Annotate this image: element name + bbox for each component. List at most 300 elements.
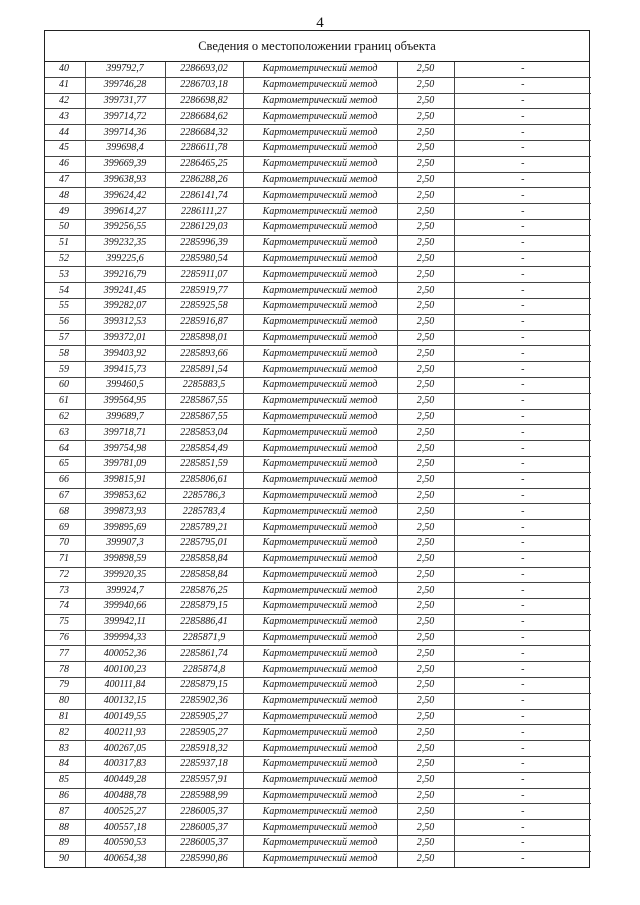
cell-method: Картометрический метод: [243, 599, 397, 615]
cell-point-number: 64: [45, 441, 85, 457]
cell-method: Картометрический метод: [243, 267, 397, 283]
cell-note: -: [454, 757, 591, 773]
table-row: [45, 583, 591, 599]
cell-coord-y: 2285871,9: [165, 630, 243, 646]
cell-coord-x: 399714,72: [85, 109, 165, 125]
cell-point-number: 69: [45, 520, 85, 536]
table-row: [45, 693, 591, 709]
cell-precision: 2,50: [397, 472, 454, 488]
cell-note: -: [454, 583, 591, 599]
table-row: [45, 456, 591, 472]
cell-precision: 2,50: [397, 441, 454, 457]
cell-precision: 2,50: [397, 314, 454, 330]
cell-precision: 2,50: [397, 140, 454, 156]
cell-coord-y: 2285916,87: [165, 314, 243, 330]
cell-point-number: 63: [45, 425, 85, 441]
cell-precision: 2,50: [397, 409, 454, 425]
cell-method: Картометрический метод: [243, 804, 397, 820]
cell-method: Картометрический метод: [243, 409, 397, 425]
table-row: [45, 219, 591, 235]
cell-coord-x: 399815,91: [85, 472, 165, 488]
cell-precision: 2,50: [397, 93, 454, 109]
cell-precision: 2,50: [397, 267, 454, 283]
table-row: [45, 425, 591, 441]
cell-precision: 2,50: [397, 614, 454, 630]
table-row: [45, 820, 591, 836]
cell-method: Картометрический метод: [243, 140, 397, 156]
cell-coord-x: 399216,79: [85, 267, 165, 283]
cell-point-number: 88: [45, 820, 85, 836]
page-number: 4: [316, 15, 324, 31]
cell-point-number: 48: [45, 188, 85, 204]
cell-coord-y: 2285786,3: [165, 488, 243, 504]
table-row: [45, 409, 591, 425]
cell-coord-x: 399898,59: [85, 551, 165, 567]
cell-point-number: 51: [45, 235, 85, 251]
table-caption: Сведения о местоположении границ объекта: [45, 31, 589, 62]
cell-method: Картометрический метод: [243, 204, 397, 220]
cell-coord-y: 2285905,27: [165, 725, 243, 741]
table-row: [45, 709, 591, 725]
cell-coord-y: 2285783,4: [165, 504, 243, 520]
cell-coord-y: 2285919,77: [165, 283, 243, 299]
cell-method: Картометрический метод: [243, 346, 397, 362]
cell-method: Картометрический метод: [243, 820, 397, 836]
cell-note: -: [454, 788, 591, 804]
cell-precision: 2,50: [397, 630, 454, 646]
table-row: [45, 662, 591, 678]
cell-method: Картометрический метод: [243, 788, 397, 804]
cell-note: -: [454, 235, 591, 251]
table-row: [45, 251, 591, 267]
cell-point-number: 85: [45, 772, 85, 788]
cell-coord-x: 399940,66: [85, 599, 165, 615]
cell-method: Картометрический метод: [243, 330, 397, 346]
cell-note: -: [454, 77, 591, 93]
cell-point-number: 90: [45, 851, 85, 866]
cell-coord-y: 2286129,03: [165, 219, 243, 235]
cell-note: -: [454, 409, 591, 425]
cell-coord-x: 399669,39: [85, 156, 165, 172]
cell-note: -: [454, 535, 591, 551]
cell-point-number: 65: [45, 456, 85, 472]
cell-coord-y: 2285918,32: [165, 741, 243, 757]
cell-precision: 2,50: [397, 757, 454, 773]
cell-coord-x: 400317,83: [85, 757, 165, 773]
cell-point-number: 68: [45, 504, 85, 520]
cell-coord-x: 399372,01: [85, 330, 165, 346]
table-row: [45, 472, 591, 488]
cell-coord-x: 400149,55: [85, 709, 165, 725]
cell-method: Картометрический метод: [243, 251, 397, 267]
table-row: [45, 204, 591, 220]
cell-note: -: [454, 472, 591, 488]
table-row: [45, 772, 591, 788]
cell-coord-x: 399714,36: [85, 125, 165, 141]
cell-coord-x: 400100,23: [85, 662, 165, 678]
table-row: [45, 235, 591, 251]
cell-point-number: 82: [45, 725, 85, 741]
table-row: [45, 125, 591, 141]
cell-point-number: 53: [45, 267, 85, 283]
table-row: [45, 504, 591, 520]
cell-coord-x: 399754,98: [85, 441, 165, 457]
coordinates-table-body: [45, 62, 591, 867]
cell-precision: 2,50: [397, 788, 454, 804]
cell-coord-x: 399256,55: [85, 219, 165, 235]
cell-method: Картометрический метод: [243, 678, 397, 694]
cell-point-number: 71: [45, 551, 85, 567]
cell-method: Картометрический метод: [243, 551, 397, 567]
cell-coord-y: 2286005,37: [165, 836, 243, 852]
cell-note: -: [454, 283, 591, 299]
cell-precision: 2,50: [397, 393, 454, 409]
cell-coord-y: 2285874,8: [165, 662, 243, 678]
cell-note: -: [454, 836, 591, 852]
cell-precision: 2,50: [397, 772, 454, 788]
cell-precision: 2,50: [397, 662, 454, 678]
cell-precision: 2,50: [397, 235, 454, 251]
cell-point-number: 47: [45, 172, 85, 188]
cell-method: Картометрический метод: [243, 362, 397, 378]
cell-coord-y: 2285867,55: [165, 393, 243, 409]
cell-coord-y: 2285806,61: [165, 472, 243, 488]
cell-coord-y: 2285858,84: [165, 567, 243, 583]
cell-point-number: 70: [45, 535, 85, 551]
cell-note: -: [454, 298, 591, 314]
cell-coord-y: 2285853,04: [165, 425, 243, 441]
cell-coord-x: 399241,45: [85, 283, 165, 299]
table-row: [45, 188, 591, 204]
cell-coord-y: 2285854,49: [165, 441, 243, 457]
cell-precision: 2,50: [397, 535, 454, 551]
cell-note: -: [454, 614, 591, 630]
cell-note: -: [454, 709, 591, 725]
cell-point-number: 45: [45, 140, 85, 156]
cell-coord-y: 2285937,18: [165, 757, 243, 773]
table-row: [45, 377, 591, 393]
cell-point-number: 80: [45, 693, 85, 709]
cell-precision: 2,50: [397, 567, 454, 583]
cell-precision: 2,50: [397, 62, 454, 77]
cell-precision: 2,50: [397, 156, 454, 172]
cell-coord-y: 2286111,27: [165, 204, 243, 220]
cell-point-number: 54: [45, 283, 85, 299]
cell-coord-y: 2285851,59: [165, 456, 243, 472]
cell-method: Картометрический метод: [243, 836, 397, 852]
cell-precision: 2,50: [397, 330, 454, 346]
cell-coord-y: 2286698,82: [165, 93, 243, 109]
table-row: [45, 757, 591, 773]
cell-precision: 2,50: [397, 283, 454, 299]
cell-note: -: [454, 772, 591, 788]
table-row: [45, 362, 591, 378]
cell-note: -: [454, 425, 591, 441]
table-row: [45, 314, 591, 330]
cell-coord-y: 2285996,39: [165, 235, 243, 251]
cell-note: -: [454, 804, 591, 820]
cell-coord-x: 400557,18: [85, 820, 165, 836]
cell-precision: 2,50: [397, 551, 454, 567]
cell-note: -: [454, 62, 591, 77]
cell-point-number: 66: [45, 472, 85, 488]
table-row: [45, 77, 591, 93]
cell-precision: 2,50: [397, 804, 454, 820]
cell-coord-y: 2285867,55: [165, 409, 243, 425]
cell-precision: 2,50: [397, 725, 454, 741]
cell-note: -: [454, 662, 591, 678]
cell-precision: 2,50: [397, 298, 454, 314]
cell-point-number: 43: [45, 109, 85, 125]
cell-coord-x: 399415,73: [85, 362, 165, 378]
cell-point-number: 44: [45, 125, 85, 141]
cell-coord-x: 399225,6: [85, 251, 165, 267]
cell-coord-y: 2285905,27: [165, 709, 243, 725]
cell-note: -: [454, 188, 591, 204]
table-row: [45, 646, 591, 662]
cell-coord-x: 399873,93: [85, 504, 165, 520]
table-row: [45, 346, 591, 362]
cell-point-number: 60: [45, 377, 85, 393]
cell-precision: 2,50: [397, 583, 454, 599]
cell-coord-x: 399942,11: [85, 614, 165, 630]
cell-coord-y: 2286611,78: [165, 140, 243, 156]
coordinates-table: [45, 62, 591, 867]
cell-coord-x: 400488,78: [85, 788, 165, 804]
cell-point-number: 86: [45, 788, 85, 804]
cell-coord-x: 400525,27: [85, 804, 165, 820]
cell-coord-x: 399624,42: [85, 188, 165, 204]
cell-precision: 2,50: [397, 504, 454, 520]
cell-point-number: 40: [45, 62, 85, 77]
cell-note: -: [454, 488, 591, 504]
table-row: [45, 551, 591, 567]
cell-method: Картометрический метод: [243, 567, 397, 583]
cell-coord-y: 2285876,25: [165, 583, 243, 599]
cell-note: -: [454, 314, 591, 330]
cell-coord-y: 2285911,07: [165, 267, 243, 283]
cell-note: -: [454, 140, 591, 156]
cell-coord-y: 2285893,66: [165, 346, 243, 362]
cell-coord-y: 2285957,91: [165, 772, 243, 788]
cell-note: -: [454, 93, 591, 109]
cell-note: -: [454, 504, 591, 520]
cell-point-number: 49: [45, 204, 85, 220]
cell-coord-x: 399403,92: [85, 346, 165, 362]
cell-point-number: 75: [45, 614, 85, 630]
cell-method: Картометрический метод: [243, 851, 397, 866]
cell-note: -: [454, 393, 591, 409]
cell-point-number: 84: [45, 757, 85, 773]
cell-method: Картометрический метод: [243, 93, 397, 109]
cell-note: -: [454, 267, 591, 283]
cell-coord-x: 399689,7: [85, 409, 165, 425]
cell-method: Картометрический метод: [243, 172, 397, 188]
cell-note: -: [454, 204, 591, 220]
table-row: [45, 441, 591, 457]
cell-point-number: 72: [45, 567, 85, 583]
cell-precision: 2,50: [397, 172, 454, 188]
cell-note: -: [454, 362, 591, 378]
table-row: [45, 172, 591, 188]
cell-precision: 2,50: [397, 425, 454, 441]
cell-coord-x: 399312,53: [85, 314, 165, 330]
cell-coord-y: 2285886,41: [165, 614, 243, 630]
cell-method: Картометрический метод: [243, 156, 397, 172]
cell-point-number: 76: [45, 630, 85, 646]
cell-note: -: [454, 377, 591, 393]
cell-method: Картометрический метод: [243, 504, 397, 520]
cell-precision: 2,50: [397, 678, 454, 694]
cell-point-number: 55: [45, 298, 85, 314]
cell-method: Картометрический метод: [243, 62, 397, 77]
cell-note: -: [454, 551, 591, 567]
cell-coord-x: 400052,36: [85, 646, 165, 662]
table-row: [45, 788, 591, 804]
table-row: [45, 109, 591, 125]
table-row: [45, 283, 591, 299]
cell-coord-x: 399698,4: [85, 140, 165, 156]
table-row: [45, 678, 591, 694]
cell-note: -: [454, 693, 591, 709]
cell-precision: 2,50: [397, 693, 454, 709]
cell-method: Картометрический метод: [243, 693, 397, 709]
cell-method: Картометрический метод: [243, 283, 397, 299]
table-row: [45, 836, 591, 852]
cell-precision: 2,50: [397, 362, 454, 378]
cell-note: -: [454, 346, 591, 362]
table-row: [45, 535, 591, 551]
cell-coord-y: 2285858,84: [165, 551, 243, 567]
cell-precision: 2,50: [397, 488, 454, 504]
cell-coord-x: 399718,71: [85, 425, 165, 441]
cell-precision: 2,50: [397, 599, 454, 615]
cell-coord-y: 2286288,26: [165, 172, 243, 188]
cell-point-number: 67: [45, 488, 85, 504]
cell-coord-x: 400654,38: [85, 851, 165, 866]
cell-method: Картометрический метод: [243, 377, 397, 393]
cell-precision: 2,50: [397, 377, 454, 393]
cell-coord-x: 399746,28: [85, 77, 165, 93]
cell-point-number: 56: [45, 314, 85, 330]
cell-coord-x: 400132,15: [85, 693, 165, 709]
cell-method: Картометрический метод: [243, 520, 397, 536]
cell-precision: 2,50: [397, 125, 454, 141]
cell-coord-y: 2285898,01: [165, 330, 243, 346]
table-row: [45, 488, 591, 504]
cell-coord-y: 2286141,74: [165, 188, 243, 204]
cell-method: Картометрический метод: [243, 425, 397, 441]
cell-note: -: [454, 219, 591, 235]
cell-method: Картометрический метод: [243, 630, 397, 646]
cell-point-number: 58: [45, 346, 85, 362]
cell-precision: 2,50: [397, 346, 454, 362]
cell-coord-x: 399994,33: [85, 630, 165, 646]
cell-precision: 2,50: [397, 251, 454, 267]
cell-coord-y: 2286465,25: [165, 156, 243, 172]
cell-coord-y: 2285980,54: [165, 251, 243, 267]
cell-method: Картометрический метод: [243, 77, 397, 93]
cell-coord-x: 399895,69: [85, 520, 165, 536]
cell-note: -: [454, 330, 591, 346]
table-row: [45, 520, 591, 536]
cell-coord-y: 2285789,21: [165, 520, 243, 536]
table-row: [45, 62, 591, 77]
table-row: [45, 330, 591, 346]
cell-note: -: [454, 678, 591, 694]
cell-note: -: [454, 109, 591, 125]
cell-point-number: 89: [45, 836, 85, 852]
cell-coord-x: 399232,35: [85, 235, 165, 251]
cell-coord-x: 400111,84: [85, 678, 165, 694]
cell-method: Картометрический метод: [243, 125, 397, 141]
cell-point-number: 73: [45, 583, 85, 599]
cell-precision: 2,50: [397, 709, 454, 725]
cell-coord-y: 2286693,02: [165, 62, 243, 77]
cell-point-number: 79: [45, 678, 85, 694]
cell-method: Картометрический метод: [243, 757, 397, 773]
cell-note: -: [454, 156, 591, 172]
cell-precision: 2,50: [397, 741, 454, 757]
cell-coord-y: 2285988,99: [165, 788, 243, 804]
cell-note: -: [454, 441, 591, 457]
cell-coord-x: 400449,28: [85, 772, 165, 788]
cell-coord-x: 399638,93: [85, 172, 165, 188]
cell-coord-y: 2285883,5: [165, 377, 243, 393]
cell-coord-x: 400211,93: [85, 725, 165, 741]
cell-point-number: 52: [45, 251, 85, 267]
cell-coord-x: 399282,07: [85, 298, 165, 314]
table-row: [45, 599, 591, 615]
cell-method: Картометрический метод: [243, 488, 397, 504]
cell-note: -: [454, 820, 591, 836]
cell-precision: 2,50: [397, 109, 454, 125]
cell-coord-x: 399731,77: [85, 93, 165, 109]
cell-note: -: [454, 599, 591, 615]
cell-coord-y: 2286684,62: [165, 109, 243, 125]
cell-coord-x: 399853,62: [85, 488, 165, 504]
cell-coord-y: 2285861,74: [165, 646, 243, 662]
cell-coord-x: 399907,3: [85, 535, 165, 551]
table-row: [45, 93, 591, 109]
table-row: [45, 741, 591, 757]
table-row: [45, 267, 591, 283]
cell-method: Картометрический метод: [243, 614, 397, 630]
cell-coord-y: 2285879,15: [165, 678, 243, 694]
cell-coord-y: 2285795,01: [165, 535, 243, 551]
cell-note: -: [454, 851, 591, 866]
cell-method: Картометрический метод: [243, 662, 397, 678]
cell-coord-y: 2285990,86: [165, 851, 243, 866]
cell-point-number: 78: [45, 662, 85, 678]
cell-method: Картометрический метод: [243, 219, 397, 235]
cell-precision: 2,50: [397, 77, 454, 93]
cell-note: -: [454, 520, 591, 536]
table-row: [45, 156, 591, 172]
cell-note: -: [454, 172, 591, 188]
table-row: [45, 630, 591, 646]
cell-coord-y: 2286005,37: [165, 820, 243, 836]
cell-method: Картометрический метод: [243, 472, 397, 488]
cell-coord-x: 399920,35: [85, 567, 165, 583]
cell-precision: 2,50: [397, 456, 454, 472]
cell-method: Картометрический метод: [243, 235, 397, 251]
cell-precision: 2,50: [397, 646, 454, 662]
cell-method: Картометрический метод: [243, 188, 397, 204]
cell-method: Картометрический метод: [243, 709, 397, 725]
table-row: [45, 725, 591, 741]
cell-note: -: [454, 456, 591, 472]
